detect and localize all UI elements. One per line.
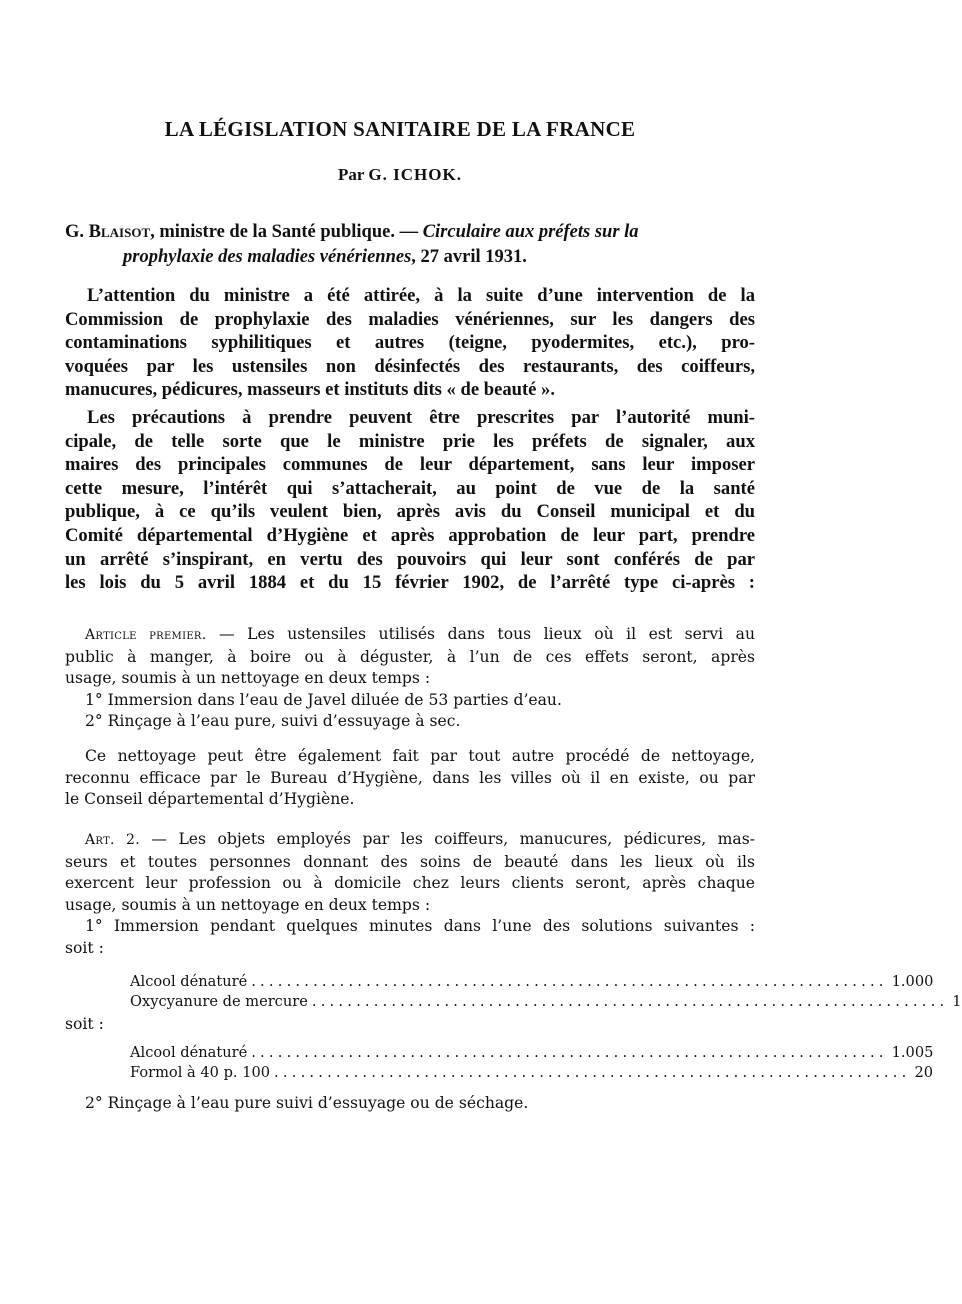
article-line: public à manger, à boire ou à déguster, à l’un de ces effets seront, après: [65, 647, 755, 666]
author-name: G. ICHOK.: [368, 165, 462, 184]
leader-dots: ........................................................................: [251, 1044, 888, 1061]
ref-role: , ministre de la Santé publique. —: [150, 222, 419, 242]
article-line-rest: — Les ustensiles utilisés dans tous lieux où il est servi au: [206, 625, 755, 643]
paragraph-line: contaminations syphilitiques et autres (teigne, pyodermites, etc.), pro-: [65, 332, 755, 354]
article-line: exercent leur profession ou à domicile chez leurs clients seront, après chaque: [65, 874, 755, 892]
article-step: 1° Immersion dans l’eau de Javel diluée de 53 parties d’eau.: [85, 690, 562, 709]
soit-label: soit :: [65, 1015, 104, 1033]
solution-row: [130, 1043, 934, 1063]
solution-row: [130, 1063, 934, 1083]
paragraph-attention: [65, 284, 755, 402]
paragraph-line: les lois du 5 avril 1884 et du 15 février 1902, de l’arrêté type ci-après :: [65, 572, 755, 594]
article-step: 1° Immersion pendant quelques minutes dans l’une des solutions suivantes :: [85, 917, 755, 935]
ingredient-value: 20: [914, 1064, 934, 1081]
note-line: Ce nettoyage peut être également fait par tout autre procédé de nettoyage,: [85, 747, 755, 765]
solution-row: [130, 992, 962, 1012]
paragraph-line: Les précautions à prendre peuvent être prescrites par l’autorité muni-: [87, 407, 755, 428]
ref-name: Blaisot: [88, 222, 151, 242]
note-line: le Conseil départemental d’Hygiène.: [65, 790, 355, 808]
page-title: LA LÉGISLATION SANITAIRE DE LA FRANCE: [164, 117, 636, 141]
paragraph-line: maires des principales communes de leur département, sans leur imposer: [65, 454, 755, 476]
author-prefix: Par: [338, 165, 365, 184]
article-heading: Art. 2.: [85, 832, 140, 848]
paragraph-line: L’attention du ministre a été attirée, à la suite d’une intervention de la: [87, 285, 755, 306]
leader-dots: ........................................................................: [274, 1064, 911, 1081]
article-2: [65, 829, 755, 959]
ingredient-value: 1: [952, 993, 962, 1010]
article-heading: Article premier.: [85, 627, 207, 643]
final-step: 2° Rinçage à l’eau pure suivi d’essuyage ou de séchage.: [85, 1094, 529, 1112]
article-step: 2° Rinçage à l’eau pure, suivi d’essuyage à sec.: [85, 712, 461, 730]
leader-dots: ........................................................................: [311, 993, 949, 1010]
circular-reference: [65, 220, 755, 270]
soit-label: soit :: [65, 938, 104, 957]
article-premier-note: [65, 746, 755, 811]
ingredient-label: Formol à 40 p. 100: [130, 1064, 271, 1081]
note-line: reconnu efficace par le Bureau d’Hygiène, dans les villes où il en existe, ou par: [65, 768, 755, 787]
article-line: usage, soumis à un nettoyage en deux temps :: [65, 895, 431, 914]
ingredient-label: Oxycyanure de mercure: [130, 993, 308, 1010]
paragraph-line: cette mesure, l’intérêt qui s’attacherait, au point de vue de la santé: [65, 477, 755, 499]
ingredient-label: Alcool dénaturé: [130, 1044, 248, 1061]
leader-dots: ........................................................................: [251, 973, 888, 990]
paragraph-line: manucures, pédicures, masseurs et instituts dits « de beauté ».: [65, 379, 555, 401]
solution-table-1: [130, 972, 962, 1012]
ingredient-value: 1.000: [891, 973, 934, 990]
ref-initial: G.: [65, 222, 85, 242]
article-line: seurs et toutes personnes donnant des soins de beauté dans les lieux où ils: [65, 852, 755, 871]
solution-table-2: [130, 1043, 934, 1083]
paragraph-line: Comité départemental d’Hygiène et après approbation de leur part, prendre: [65, 524, 755, 546]
article-premier: [65, 624, 755, 733]
paragraph-line: un arrêté s’inspirant, en vertu des pouvoirs qui leur sont conférés de par: [65, 548, 755, 570]
paragraph-line: voquées par les ustensiles non désinfectés des restaurants, des coiffeurs,: [65, 355, 755, 377]
paragraph-precautions: [65, 406, 755, 595]
ref-title-part2: prophylaxie des maladies vénériennes: [123, 247, 412, 267]
paragraph-line: publique, à ce qu’ils veulent bien, après avis du Conseil municipal et du: [65, 501, 755, 523]
ingredient-label: Alcool dénaturé: [130, 973, 248, 990]
author-line: [0, 165, 800, 185]
article-line-rest: — Les objets employés par les coiffeurs, manucures, pédicures, mas-: [139, 830, 755, 848]
ref-title-part1: Circulaire aux préfets sur la: [422, 222, 639, 242]
paragraph-line: Commission de prophylaxie des maladies vénériennes, sur les dangers des: [65, 308, 755, 330]
article-line: [65, 624, 755, 647]
paragraph-line: cipale, de telle sorte que le ministre prie les préfets de signaler, aux: [65, 430, 755, 452]
article-line: usage, soumis à un nettoyage en deux temps :: [65, 669, 431, 687]
ingredient-value: 1.005: [891, 1044, 934, 1061]
ref-date: , 27 avril 1931.: [411, 247, 527, 267]
article-line: [65, 829, 755, 852]
solution-row: [130, 972, 934, 992]
